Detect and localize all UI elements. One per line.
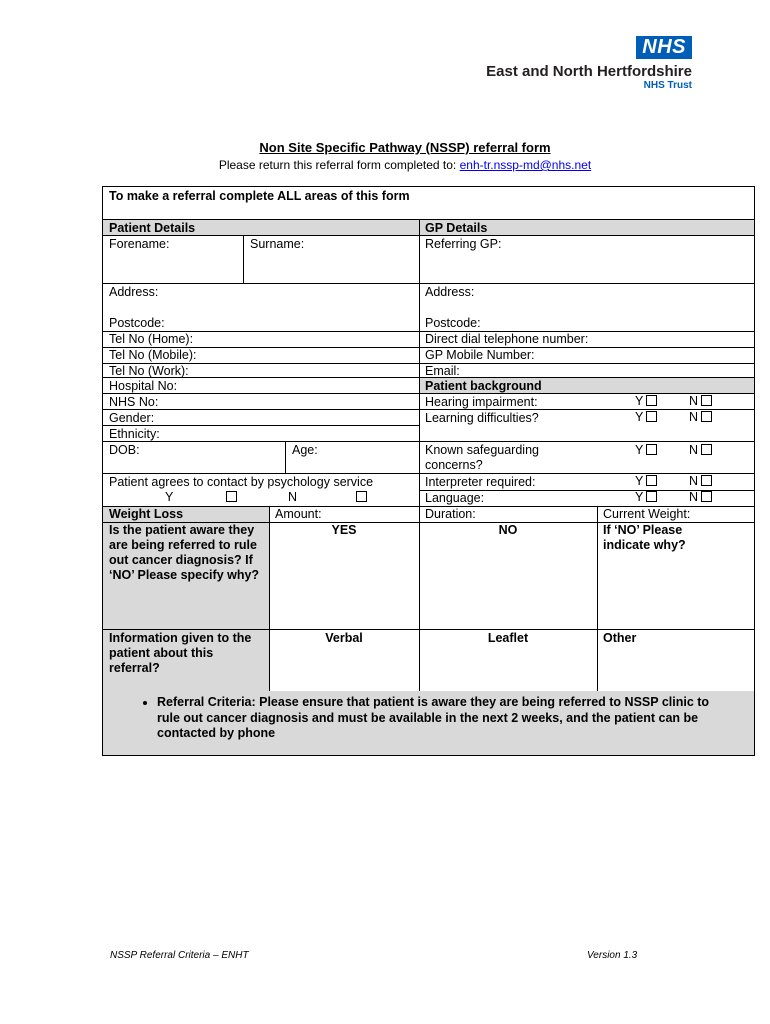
nhs-no-field[interactable]: NHS No: bbox=[109, 395, 159, 409]
awareness-why-field[interactable]: If ‘NO’ Please indicate why? bbox=[603, 523, 686, 552]
no-label: N bbox=[689, 394, 699, 408]
page-title: Non Site Specific Pathway (NSSP) referral form bbox=[259, 140, 551, 155]
referring-gp-field[interactable]: Referring GP: bbox=[425, 237, 502, 251]
yes-label: Y bbox=[635, 474, 644, 488]
weight-loss-heading: Weight Loss bbox=[109, 507, 184, 521]
information-other-option[interactable]: Other bbox=[603, 631, 637, 645]
footer-document-name: NSSP Referral Criteria – ENHT bbox=[110, 950, 249, 961]
form-instruction: To make a referral complete ALL areas of this form bbox=[109, 189, 410, 203]
no-label: N bbox=[288, 490, 298, 504]
language-label: Language: bbox=[425, 491, 485, 505]
gp-email-field[interactable]: Email: bbox=[425, 364, 460, 378]
no-label: N bbox=[689, 474, 699, 488]
psychology-consent-label: Patient agrees to contact by psychology service bbox=[109, 475, 374, 489]
hearing-no-toggle[interactable] bbox=[689, 394, 712, 409]
trust-subtitle: NHS Trust bbox=[643, 80, 692, 91]
tel-work-field[interactable]: Tel No (Work): bbox=[109, 364, 189, 378]
awareness-question: Is the patient aware they are being referred to rule out cancer diagnosis? If ‘NO’ Please specify why? bbox=[109, 523, 260, 582]
language-yes-toggle[interactable] bbox=[635, 490, 657, 505]
gp-direct-tel-field[interactable]: Direct dial telephone number: bbox=[425, 332, 589, 346]
information-leaflet-option[interactable]: Leaflet bbox=[487, 631, 529, 645]
psychology-consent-yes[interactable] bbox=[165, 490, 173, 505]
ethnicity-field[interactable]: Ethnicity: bbox=[109, 427, 160, 441]
language-no-toggle[interactable] bbox=[689, 490, 712, 505]
hearing-label: Hearing impairment: bbox=[425, 395, 538, 409]
information-question: Information given to the patient about this referral? bbox=[109, 631, 252, 675]
trust-name: East and North Hertfordshire bbox=[486, 63, 692, 80]
interpreter-yes-toggle[interactable] bbox=[635, 474, 657, 489]
current-weight-field[interactable]: Current Weight: bbox=[603, 507, 691, 521]
information-verbal-option[interactable]: Verbal bbox=[325, 631, 363, 645]
referral-criteria-box bbox=[103, 691, 754, 755]
age-field[interactable]: Age: bbox=[292, 443, 318, 457]
learning-no-toggle[interactable] bbox=[689, 410, 712, 425]
tel-home-field[interactable]: Tel No (Home): bbox=[109, 332, 194, 346]
yes-label: Y bbox=[635, 410, 644, 424]
learning-yes-toggle[interactable] bbox=[635, 410, 657, 425]
yes-label: Y bbox=[635, 394, 644, 408]
safeguarding-no-toggle[interactable] bbox=[689, 443, 712, 458]
surname-field[interactable]: Surname: bbox=[250, 237, 305, 251]
yes-label: Y bbox=[165, 490, 174, 504]
patient-address-field[interactable]: Address: bbox=[109, 285, 159, 299]
hospital-no-field[interactable]: Hospital No: bbox=[109, 379, 178, 393]
patient-background-heading: Patient background bbox=[425, 379, 542, 393]
psychology-consent-no[interactable] bbox=[288, 490, 297, 505]
gp-postcode-field[interactable]: Postcode: bbox=[425, 316, 481, 330]
tel-mobile-field[interactable]: Tel No (Mobile): bbox=[109, 348, 197, 362]
referral-form bbox=[102, 186, 755, 756]
footer-version: Version 1.3 bbox=[587, 950, 638, 961]
gp-address-field[interactable]: Address: bbox=[425, 285, 475, 299]
yes-label: Y bbox=[635, 490, 644, 504]
patient-details-heading: Patient Details bbox=[109, 221, 196, 235]
no-label: N bbox=[689, 443, 699, 457]
patient-postcode-field[interactable]: Postcode: bbox=[109, 316, 165, 330]
awareness-no-option[interactable]: NO bbox=[498, 523, 518, 537]
safeguarding-label: Known safeguarding concerns? bbox=[425, 443, 539, 472]
forename-field[interactable]: Forename: bbox=[109, 237, 170, 251]
interpreter-label: Interpreter required: bbox=[425, 475, 536, 489]
psychology-consent-yes-checkbox[interactable] bbox=[223, 490, 237, 505]
weight-amount-field[interactable]: Amount: bbox=[275, 507, 322, 521]
dob-field[interactable]: DOB: bbox=[109, 443, 140, 457]
psychology-consent-no-checkbox[interactable] bbox=[353, 490, 367, 505]
gender-field[interactable]: Gender: bbox=[109, 411, 155, 425]
yes-label: Y bbox=[635, 443, 644, 457]
awareness-yes-option[interactable]: YES bbox=[331, 523, 357, 537]
return-email-link[interactable]: enh-tr.nssp-md@nhs.net bbox=[459, 158, 592, 172]
no-label: N bbox=[689, 490, 699, 504]
gp-details-heading: GP Details bbox=[425, 221, 488, 235]
learning-label: Learning difficulties? bbox=[425, 411, 539, 425]
hearing-yes-toggle[interactable] bbox=[635, 394, 657, 409]
nhs-badge: NHS bbox=[636, 36, 692, 59]
safeguarding-yes-toggle[interactable] bbox=[635, 443, 657, 458]
gp-mobile-field[interactable]: GP Mobile Number: bbox=[425, 348, 535, 362]
interpreter-no-toggle[interactable] bbox=[689, 474, 712, 489]
return-instruction bbox=[0, 158, 770, 172]
no-label: N bbox=[689, 410, 699, 424]
referral-criteria-text: • Referral Criteria: Please ensure that patient is aware they are being referred to NSSP clinic to rule out cancer diagnosis and must be available in the next 2 weeks, and the patient can be contacted by phone bbox=[157, 691, 754, 742]
weight-duration-field[interactable]: Duration: bbox=[425, 507, 476, 521]
nhs-logo bbox=[486, 36, 692, 91]
return-text: Please return this referral form completed to: bbox=[218, 158, 460, 172]
